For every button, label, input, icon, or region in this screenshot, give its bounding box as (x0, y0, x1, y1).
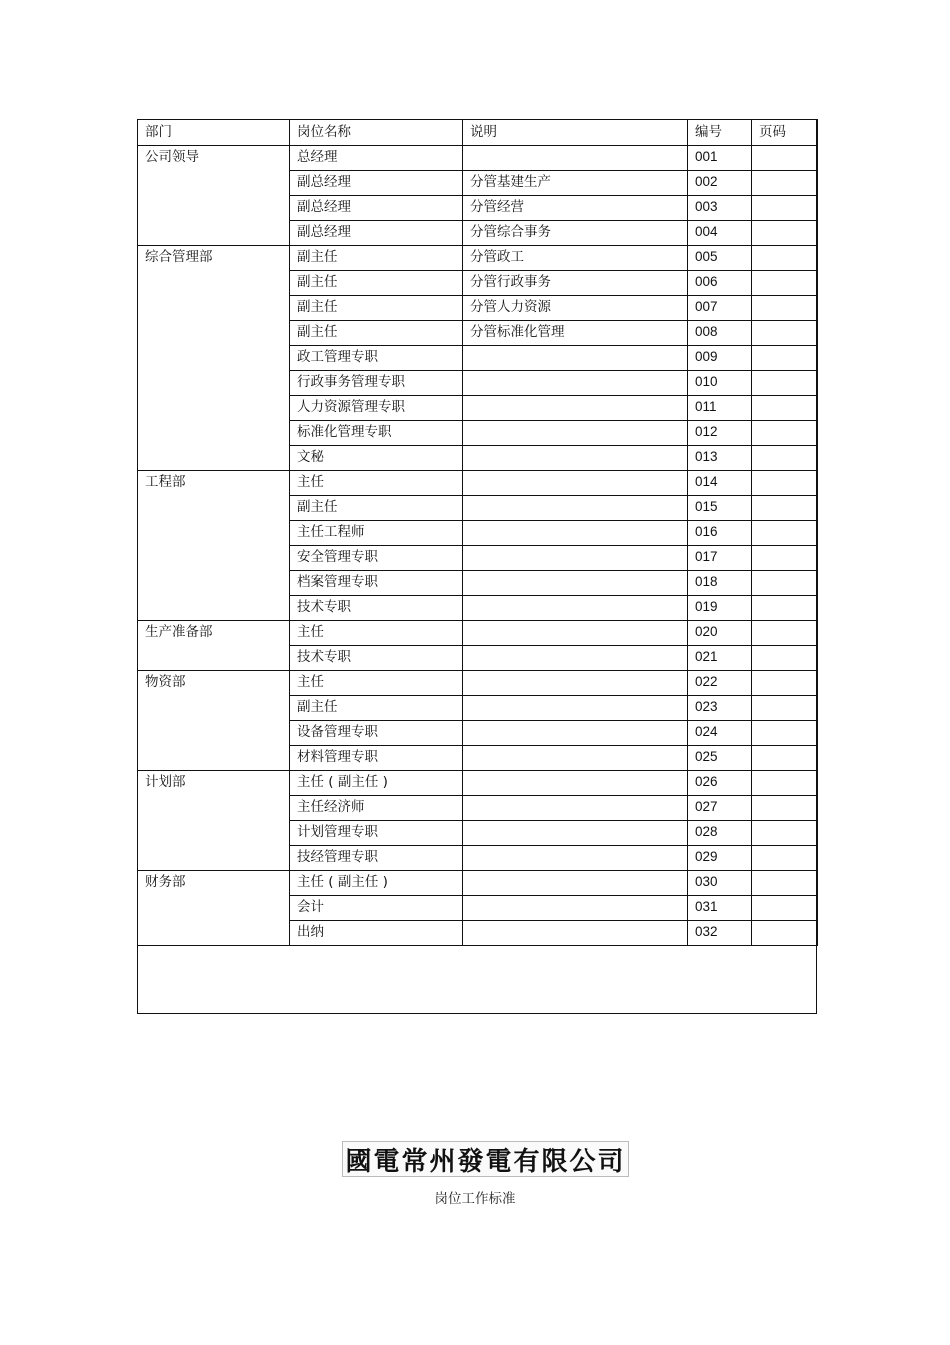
desc-cell (463, 746, 688, 771)
post-cell: 副主任 (290, 246, 463, 271)
dept-cell: 计划部 (138, 771, 290, 871)
num-cell: 021 (688, 646, 752, 671)
desc-cell (463, 396, 688, 421)
num-cell: 002 (688, 171, 752, 196)
num-cell: 028 (688, 821, 752, 846)
table-row (138, 621, 818, 646)
page-cell (752, 846, 818, 871)
desc-cell (463, 346, 688, 371)
desc-cell (463, 796, 688, 821)
post-cell: 材料管理专职 (290, 746, 463, 771)
post-cell: 副总经理 (290, 171, 463, 196)
desc-cell (463, 571, 688, 596)
page-cell (752, 296, 818, 321)
table-row (138, 671, 818, 696)
num-cell: 006 (688, 271, 752, 296)
page-cell (752, 371, 818, 396)
num-cell: 005 (688, 246, 752, 271)
desc-cell: 分管政工 (463, 246, 688, 271)
num-cell: 031 (688, 896, 752, 921)
desc-cell: 分管经营 (463, 196, 688, 221)
num-cell: 010 (688, 371, 752, 396)
post-cell: 副主任 (290, 696, 463, 721)
page-cell (752, 621, 818, 646)
dept-cell: 生产准备部 (138, 621, 290, 671)
table-row (138, 771, 818, 796)
post-cell: 计划管理专职 (290, 821, 463, 846)
desc-cell (463, 846, 688, 871)
post-cell: 主任 ( 副主任 ) (290, 771, 463, 796)
page-cell (752, 321, 818, 346)
post-cell: 副主任 (290, 496, 463, 521)
post-cell: 主任 (290, 471, 463, 496)
dept-cell: 公司领导 (138, 146, 290, 246)
num-cell: 026 (688, 771, 752, 796)
desc-cell (463, 821, 688, 846)
post-cell: 设备管理专职 (290, 721, 463, 746)
post-cell: 主任 (290, 621, 463, 646)
header-num: 编号 (688, 120, 752, 146)
desc-cell (463, 446, 688, 471)
dept-cell: 工程部 (138, 471, 290, 621)
page-cell (752, 746, 818, 771)
company-logo (342, 1141, 629, 1177)
page-cell (752, 821, 818, 846)
desc-cell (463, 421, 688, 446)
position-index-table (137, 119, 818, 946)
page-cell (752, 721, 818, 746)
post-cell: 标准化管理专职 (290, 421, 463, 446)
desc-cell (463, 696, 688, 721)
header-page: 页码 (752, 120, 818, 146)
page-cell (752, 471, 818, 496)
desc-cell (463, 621, 688, 646)
page-cell (752, 671, 818, 696)
num-cell: 007 (688, 296, 752, 321)
num-cell: 024 (688, 721, 752, 746)
post-cell: 副总经理 (290, 221, 463, 246)
desc-cell (463, 721, 688, 746)
page-cell (752, 196, 818, 221)
document-subtitle: 岗位工作标准 (434, 1191, 516, 1207)
num-cell: 022 (688, 671, 752, 696)
desc-cell: 分管综合事务 (463, 221, 688, 246)
num-cell: 013 (688, 446, 752, 471)
num-cell: 015 (688, 496, 752, 521)
desc-cell (463, 471, 688, 496)
num-cell: 019 (688, 596, 752, 621)
post-cell: 技经管理专职 (290, 846, 463, 871)
post-cell: 档案管理专职 (290, 571, 463, 596)
post-cell: 主任工程师 (290, 521, 463, 546)
post-cell: 副主任 (290, 321, 463, 346)
num-cell: 017 (688, 546, 752, 571)
desc-cell (463, 521, 688, 546)
desc-cell (463, 646, 688, 671)
page-cell (752, 171, 818, 196)
post-cell: 主任经济师 (290, 796, 463, 821)
num-cell: 011 (688, 396, 752, 421)
page-cell (752, 396, 818, 421)
post-cell: 技术专职 (290, 646, 463, 671)
page-cell (752, 271, 818, 296)
page-cell (752, 646, 818, 671)
table-header-row (138, 120, 818, 146)
num-cell: 023 (688, 696, 752, 721)
num-cell: 018 (688, 571, 752, 596)
desc-cell (463, 671, 688, 696)
table-row (138, 871, 818, 896)
table-row (138, 471, 818, 496)
desc-cell (463, 771, 688, 796)
post-cell: 会计 (290, 896, 463, 921)
table-row (138, 146, 818, 171)
desc-cell: 分管标准化管理 (463, 321, 688, 346)
page-cell (752, 496, 818, 521)
header-desc: 说明 (463, 120, 688, 146)
num-cell: 029 (688, 846, 752, 871)
post-cell: 安全管理专职 (290, 546, 463, 571)
num-cell: 032 (688, 921, 752, 946)
num-cell: 008 (688, 321, 752, 346)
page-cell (752, 796, 818, 821)
page-cell (752, 521, 818, 546)
table-body (138, 146, 818, 946)
page-cell (752, 446, 818, 471)
desc-cell (463, 546, 688, 571)
post-cell: 行政事务管理专职 (290, 371, 463, 396)
desc-cell (463, 871, 688, 896)
num-cell: 014 (688, 471, 752, 496)
num-cell: 009 (688, 346, 752, 371)
page-cell (752, 146, 818, 171)
page-cell (752, 421, 818, 446)
post-cell: 副总经理 (290, 196, 463, 221)
post-cell: 技术专职 (290, 596, 463, 621)
page-cell (752, 546, 818, 571)
desc-cell (463, 146, 688, 171)
header-dept: 部门 (138, 120, 290, 146)
desc-cell (463, 596, 688, 621)
post-cell: 副主任 (290, 271, 463, 296)
desc-cell (463, 496, 688, 521)
post-cell: 人力资源管理专职 (290, 396, 463, 421)
desc-cell: 分管人力资源 (463, 296, 688, 321)
page-cell (752, 571, 818, 596)
desc-cell: 分管基建生产 (463, 171, 688, 196)
page-cell (752, 596, 818, 621)
num-cell: 001 (688, 146, 752, 171)
page-cell (752, 896, 818, 921)
table-row (138, 246, 818, 271)
header-post: 岗位名称 (290, 120, 463, 146)
page-cell (752, 346, 818, 371)
dept-cell: 综合管理部 (138, 246, 290, 471)
page-cell (752, 246, 818, 271)
desc-cell (463, 896, 688, 921)
num-cell: 030 (688, 871, 752, 896)
dept-cell: 物资部 (138, 671, 290, 771)
desc-cell (463, 921, 688, 946)
page-cell (752, 771, 818, 796)
desc-cell: 分管行政事务 (463, 271, 688, 296)
post-cell: 主任 ( 副主任 ) (290, 871, 463, 896)
num-cell: 025 (688, 746, 752, 771)
page-cell (752, 921, 818, 946)
num-cell: 012 (688, 421, 752, 446)
dept-cell: 财务部 (138, 871, 290, 946)
post-cell: 文秘 (290, 446, 463, 471)
num-cell: 016 (688, 521, 752, 546)
num-cell: 027 (688, 796, 752, 821)
post-cell: 副主任 (290, 296, 463, 321)
page-cell (752, 871, 818, 896)
company-logo-text: 國電常州發電有限公司 (345, 1146, 626, 1177)
num-cell: 003 (688, 196, 752, 221)
page-cell (752, 221, 818, 246)
post-cell: 总经理 (290, 146, 463, 171)
num-cell: 020 (688, 621, 752, 646)
num-cell: 004 (688, 221, 752, 246)
post-cell: 政工管理专职 (290, 346, 463, 371)
desc-cell (463, 371, 688, 396)
post-cell: 主任 (290, 671, 463, 696)
post-cell: 出纳 (290, 921, 463, 946)
page-cell (752, 696, 818, 721)
